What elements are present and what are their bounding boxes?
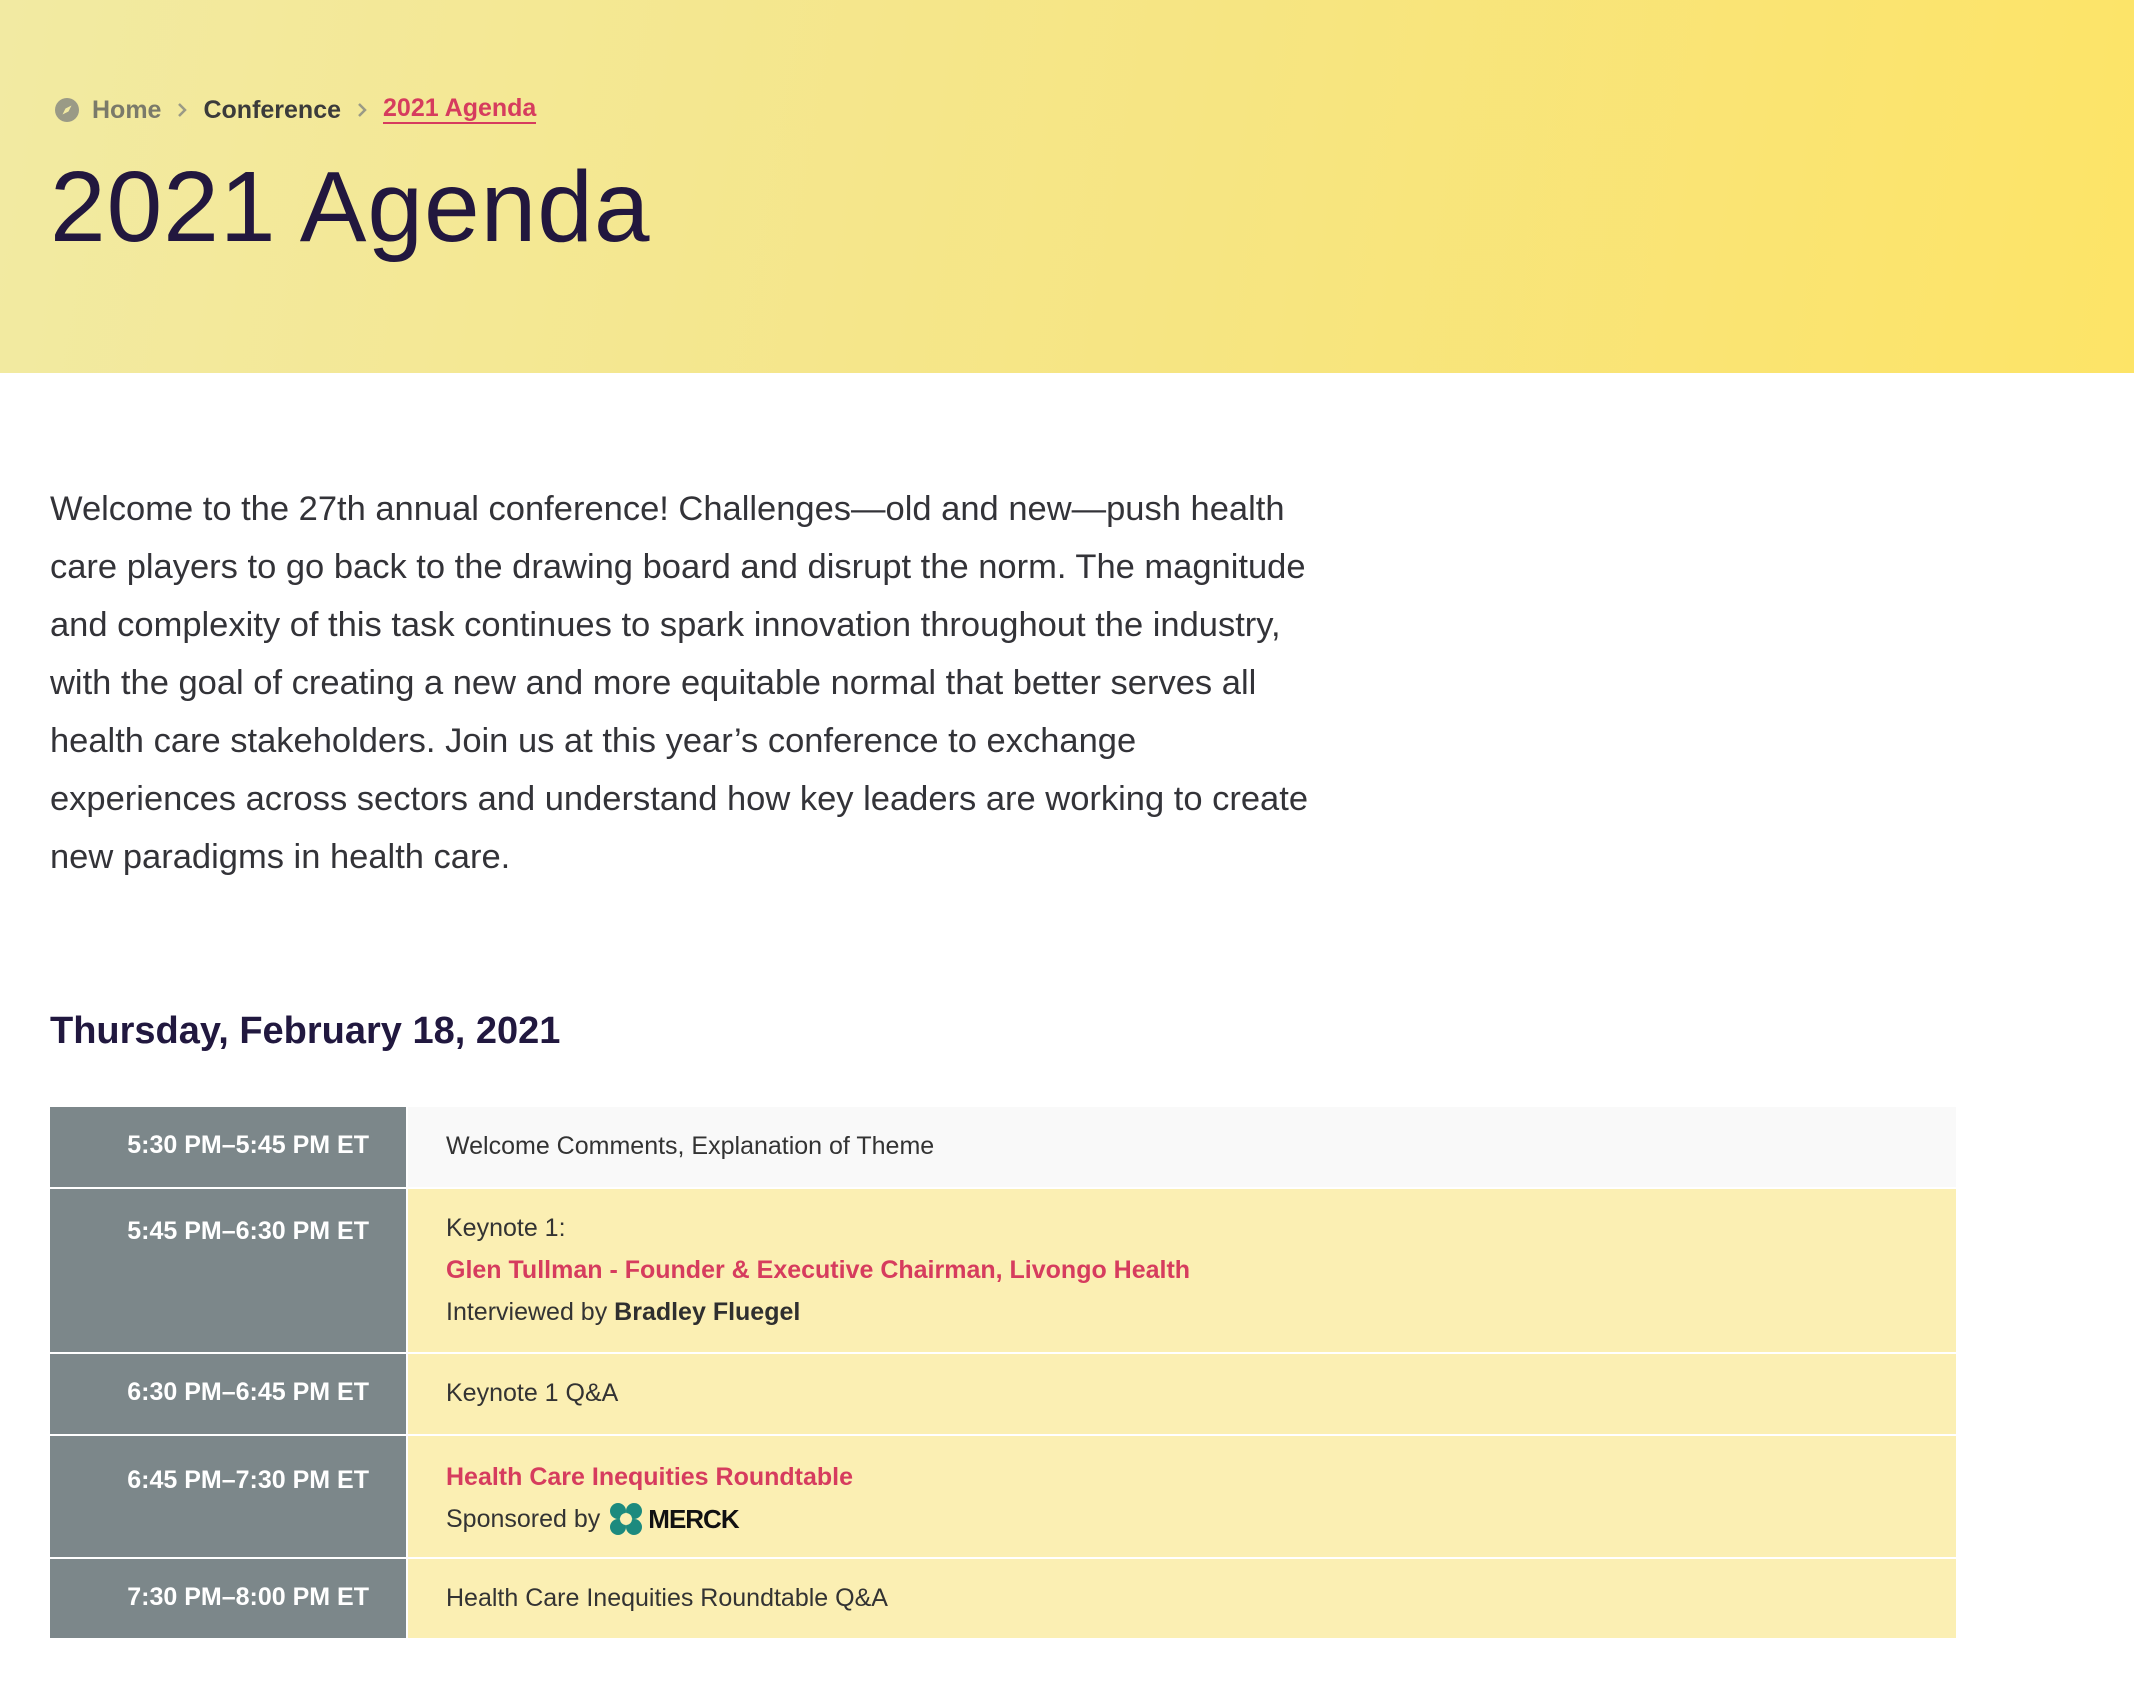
agenda-row [50, 1189, 1956, 1354]
interviewer-line [446, 1291, 1956, 1333]
agenda-table [50, 1107, 1956, 1640]
session-time: 5:45 PM–6:30 PM ET [50, 1189, 408, 1352]
chevron-right-icon [173, 101, 191, 119]
session-details [408, 1189, 1956, 1352]
sponsor-line [446, 1498, 1956, 1540]
session-time: 7:30 PM–8:00 PM ET [50, 1559, 408, 1638]
session-time: 5:30 PM–5:45 PM ET [50, 1107, 408, 1187]
agenda-day-heading: Thursday, February 18, 2021 [50, 1010, 561, 1052]
session-details [408, 1436, 1956, 1557]
session-label: Keynote 1: [446, 1214, 566, 1242]
interviewer-name: Bradley Fluegel [614, 1298, 801, 1326]
compass-icon[interactable] [54, 97, 80, 123]
page-title: 2021 Agenda [50, 151, 651, 263]
session-details [408, 1354, 1956, 1434]
agenda-row [50, 1559, 1956, 1640]
sponsor-name: MERCK [648, 1504, 739, 1534]
agenda-row [50, 1107, 1956, 1189]
sponsored-by-label: Sponsored by [446, 1505, 601, 1533]
agenda-row [50, 1436, 1956, 1559]
session-title: Welcome Comments, Explanation of Theme [446, 1132, 935, 1160]
session-details [408, 1107, 1956, 1187]
breadcrumb [54, 92, 536, 128]
roundtable-link[interactable]: Health Care Inequities Roundtable [446, 1463, 854, 1491]
keynote-speaker-link[interactable]: Glen Tullman - Founder & Executive Chairman, Livongo Health [446, 1256, 1191, 1284]
session-details [408, 1559, 1956, 1638]
intro-paragraph: Welcome to the 27th annual conference! Challenges—old and new—push health care players to go back to the drawing board and disrupt the norm. The magnitude and complexity of this task continues to spark innovation throughout the industry, with the goal of creating a new and more equitable normal that better serves all health care stakeholders. Join us at this year’s conference to exchange experiences across sectors and understand how key leaders are working to create new paradigms in health care. [50, 490, 1309, 876]
session-time: 6:45 PM–7:30 PM ET [50, 1436, 408, 1557]
agenda-row [50, 1354, 1956, 1436]
breadcrumb-home-link[interactable]: Home [92, 95, 162, 124]
session-time: 6:30 PM–6:45 PM ET [50, 1354, 408, 1434]
breadcrumb-current-link[interactable]: 2021 Agenda [383, 94, 537, 122]
page-header [0, 0, 2134, 373]
merck-mark-icon [608, 1501, 644, 1537]
session-title: Health Care Inequities Roundtable Q&A [446, 1584, 888, 1612]
interviewed-by-label: Interviewed by [446, 1298, 608, 1326]
chevron-right-icon [353, 101, 371, 119]
breadcrumb-conference-link[interactable]: Conference [203, 95, 342, 124]
merck-logo-icon [608, 1498, 738, 1540]
session-title: Keynote 1 Q&A [446, 1379, 619, 1407]
